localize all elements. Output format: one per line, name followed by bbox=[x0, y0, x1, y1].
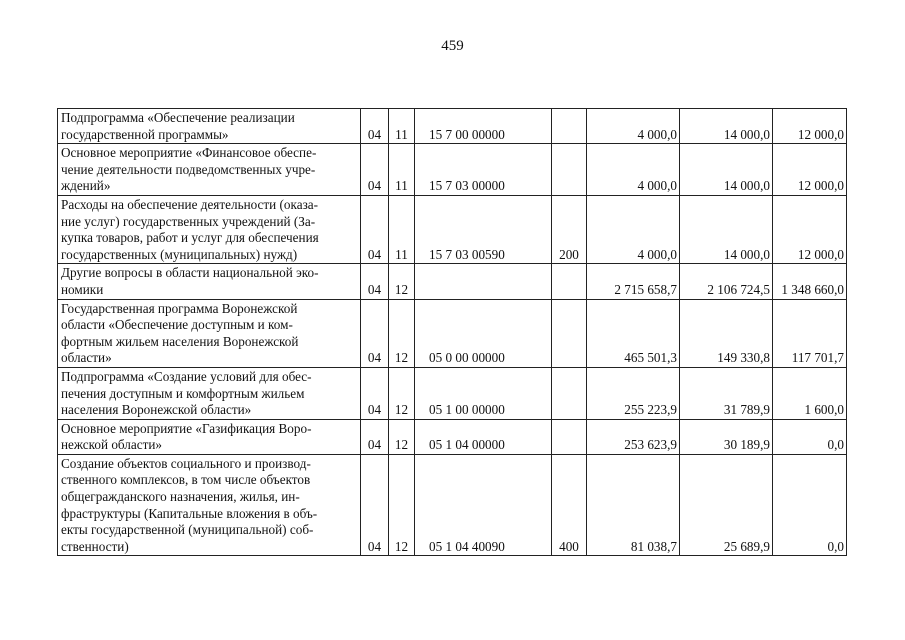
amount-year2-cell: 25 689,9 bbox=[680, 454, 773, 556]
amount-year1-cell: 255 223,9 bbox=[587, 367, 680, 419]
item-name-line: Подпрограмма «Обеспечение реализации bbox=[61, 110, 295, 125]
item-name-line: нежской области» bbox=[61, 437, 162, 453]
table-row bbox=[58, 195, 847, 263]
item-name-cell bbox=[58, 299, 361, 367]
item-name-line: государственных (муниципальных) нужд) bbox=[61, 246, 298, 262]
table-row bbox=[58, 299, 847, 367]
item-name-line: фраструктуры (Капитальные вложения в объ- bbox=[61, 505, 318, 521]
page-number: 459 bbox=[441, 38, 464, 54]
item-name-line: ждений» bbox=[61, 178, 111, 194]
amount-year3-cell: 12 000,0 bbox=[773, 195, 847, 263]
amount-year1-cell: 4 000,0 bbox=[587, 109, 680, 144]
expense-type-cell bbox=[552, 264, 587, 299]
amount-year1-cell: 4 000,0 bbox=[587, 195, 680, 263]
item-name-line: Подпрограмма «Создание условий для обес- bbox=[61, 368, 312, 384]
item-name-line: общегражданского назначения, жилья, ин- bbox=[61, 489, 300, 505]
subsection-code-cell: 12 bbox=[389, 299, 415, 367]
table-row bbox=[58, 454, 847, 556]
target-article-cell: 15 7 03 00000 bbox=[415, 144, 552, 196]
item-name-cell bbox=[58, 264, 361, 299]
expense-type-cell bbox=[552, 299, 587, 367]
item-name-line: ственного комплексов, в том числе объектов bbox=[61, 472, 311, 488]
amount-year2-cell: 14 000,0 bbox=[680, 195, 773, 263]
item-name-line: Основное мероприятие «Финансовое обеспе- bbox=[61, 145, 317, 161]
item-name-line: екты государственной (муниципальной) соб- bbox=[61, 522, 314, 538]
budget-table bbox=[57, 108, 847, 556]
subsection-code-cell: 11 bbox=[389, 195, 415, 263]
amount-year1-cell: 2 715 658,7 bbox=[587, 264, 680, 299]
target-article-cell: 15 7 03 00590 bbox=[415, 195, 552, 263]
subsection-code-cell: 11 bbox=[389, 144, 415, 196]
amount-year2-cell: 2 106 724,5 bbox=[680, 264, 773, 299]
subsection-code-cell: 12 bbox=[389, 264, 415, 299]
amount-year1-cell: 253 623,9 bbox=[587, 419, 680, 454]
target-article-cell: 05 1 00 00000 bbox=[415, 367, 552, 419]
section-code-cell: 04 bbox=[361, 195, 389, 263]
item-name-line: Создание объектов социального и производ- bbox=[61, 455, 311, 471]
item-name-cell bbox=[58, 367, 361, 419]
target-article-cell: 05 1 04 40090 bbox=[415, 454, 552, 556]
amount-year3-cell: 0,0 bbox=[773, 454, 847, 556]
amount-year1-cell: 4 000,0 bbox=[587, 144, 680, 196]
item-name-line: ние услуг) государственных учреждений (За- bbox=[61, 213, 316, 229]
item-name-cell bbox=[58, 454, 361, 556]
item-name-line: области» bbox=[61, 350, 112, 366]
amount-year2-cell: 31 789,9 bbox=[680, 367, 773, 419]
table-row bbox=[58, 264, 847, 299]
subsection-code-cell: 12 bbox=[389, 367, 415, 419]
section-code-cell: 04 bbox=[361, 144, 389, 196]
amount-year3-cell: 12 000,0 bbox=[773, 109, 847, 144]
item-name-line: области «Обеспечение доступным и ком- bbox=[61, 317, 293, 333]
table-row bbox=[58, 367, 847, 419]
item-name-line: Другие вопросы в области национальной эко- bbox=[61, 265, 319, 281]
amount-year1-cell: 81 038,7 bbox=[587, 454, 680, 556]
table-row bbox=[58, 419, 847, 454]
target-article-cell: 15 7 00 00000 bbox=[415, 109, 552, 144]
section-code-cell: 04 bbox=[361, 264, 389, 299]
amount-year3-cell: 1 348 660,0 bbox=[773, 264, 847, 299]
item-name-line: Основное мероприятие «Газификация Воро- bbox=[61, 420, 312, 436]
item-name-line: населения Воронежской области» bbox=[61, 402, 252, 418]
item-name-line: Расходы на обеспечение деятельности (оказа- bbox=[61, 196, 319, 212]
target-article-cell: 05 0 00 00000 bbox=[415, 299, 552, 367]
item-name-line: Государственная программа Воронежской bbox=[61, 300, 298, 316]
target-article-cell bbox=[415, 264, 552, 299]
subsection-code-cell: 12 bbox=[389, 454, 415, 556]
expense-type-cell bbox=[552, 109, 587, 144]
table-row bbox=[58, 144, 847, 196]
item-name-line: государственной программы» bbox=[61, 126, 229, 142]
amount-year3-cell: 117 701,7 bbox=[773, 299, 847, 367]
expense-type-cell bbox=[552, 367, 587, 419]
expense-type-cell: 400 bbox=[552, 454, 587, 556]
expense-type-cell: 200 bbox=[552, 195, 587, 263]
item-name-line: номики bbox=[61, 281, 104, 297]
amount-year2-cell: 14 000,0 bbox=[680, 109, 773, 144]
amount-year2-cell: 149 330,8 bbox=[680, 299, 773, 367]
item-name-cell bbox=[58, 419, 361, 454]
amount-year2-cell: 30 189,9 bbox=[680, 419, 773, 454]
expense-type-cell bbox=[552, 144, 587, 196]
item-name-line: чение деятельности подведомственных учре- bbox=[61, 161, 316, 177]
item-name-cell bbox=[58, 109, 361, 144]
target-article-cell: 05 1 04 00000 bbox=[415, 419, 552, 454]
amount-year1-cell: 465 501,3 bbox=[587, 299, 680, 367]
expense-type-cell bbox=[552, 419, 587, 454]
item-name-cell bbox=[58, 144, 361, 196]
item-name-line: купка товаров, работ и услуг для обеспечения bbox=[61, 230, 319, 246]
amount-year3-cell: 12 000,0 bbox=[773, 144, 847, 196]
section-code-cell: 04 bbox=[361, 454, 389, 556]
section-code-cell: 04 bbox=[361, 367, 389, 419]
item-name-cell bbox=[58, 195, 361, 263]
table-body bbox=[58, 109, 847, 556]
section-code-cell: 04 bbox=[361, 299, 389, 367]
amount-year3-cell: 0,0 bbox=[773, 419, 847, 454]
subsection-code-cell: 12 bbox=[389, 419, 415, 454]
table-row bbox=[58, 109, 847, 144]
item-name-line: фортным жильем населения Воронежской bbox=[61, 333, 299, 349]
section-code-cell: 04 bbox=[361, 109, 389, 144]
amount-year2-cell: 14 000,0 bbox=[680, 144, 773, 196]
item-name-line: ственности) bbox=[61, 538, 129, 554]
subsection-code-cell: 11 bbox=[389, 109, 415, 144]
amount-year3-cell: 1 600,0 bbox=[773, 367, 847, 419]
item-name-line: печения доступным и комфортным жильем bbox=[61, 385, 305, 401]
section-code-cell: 04 bbox=[361, 419, 389, 454]
